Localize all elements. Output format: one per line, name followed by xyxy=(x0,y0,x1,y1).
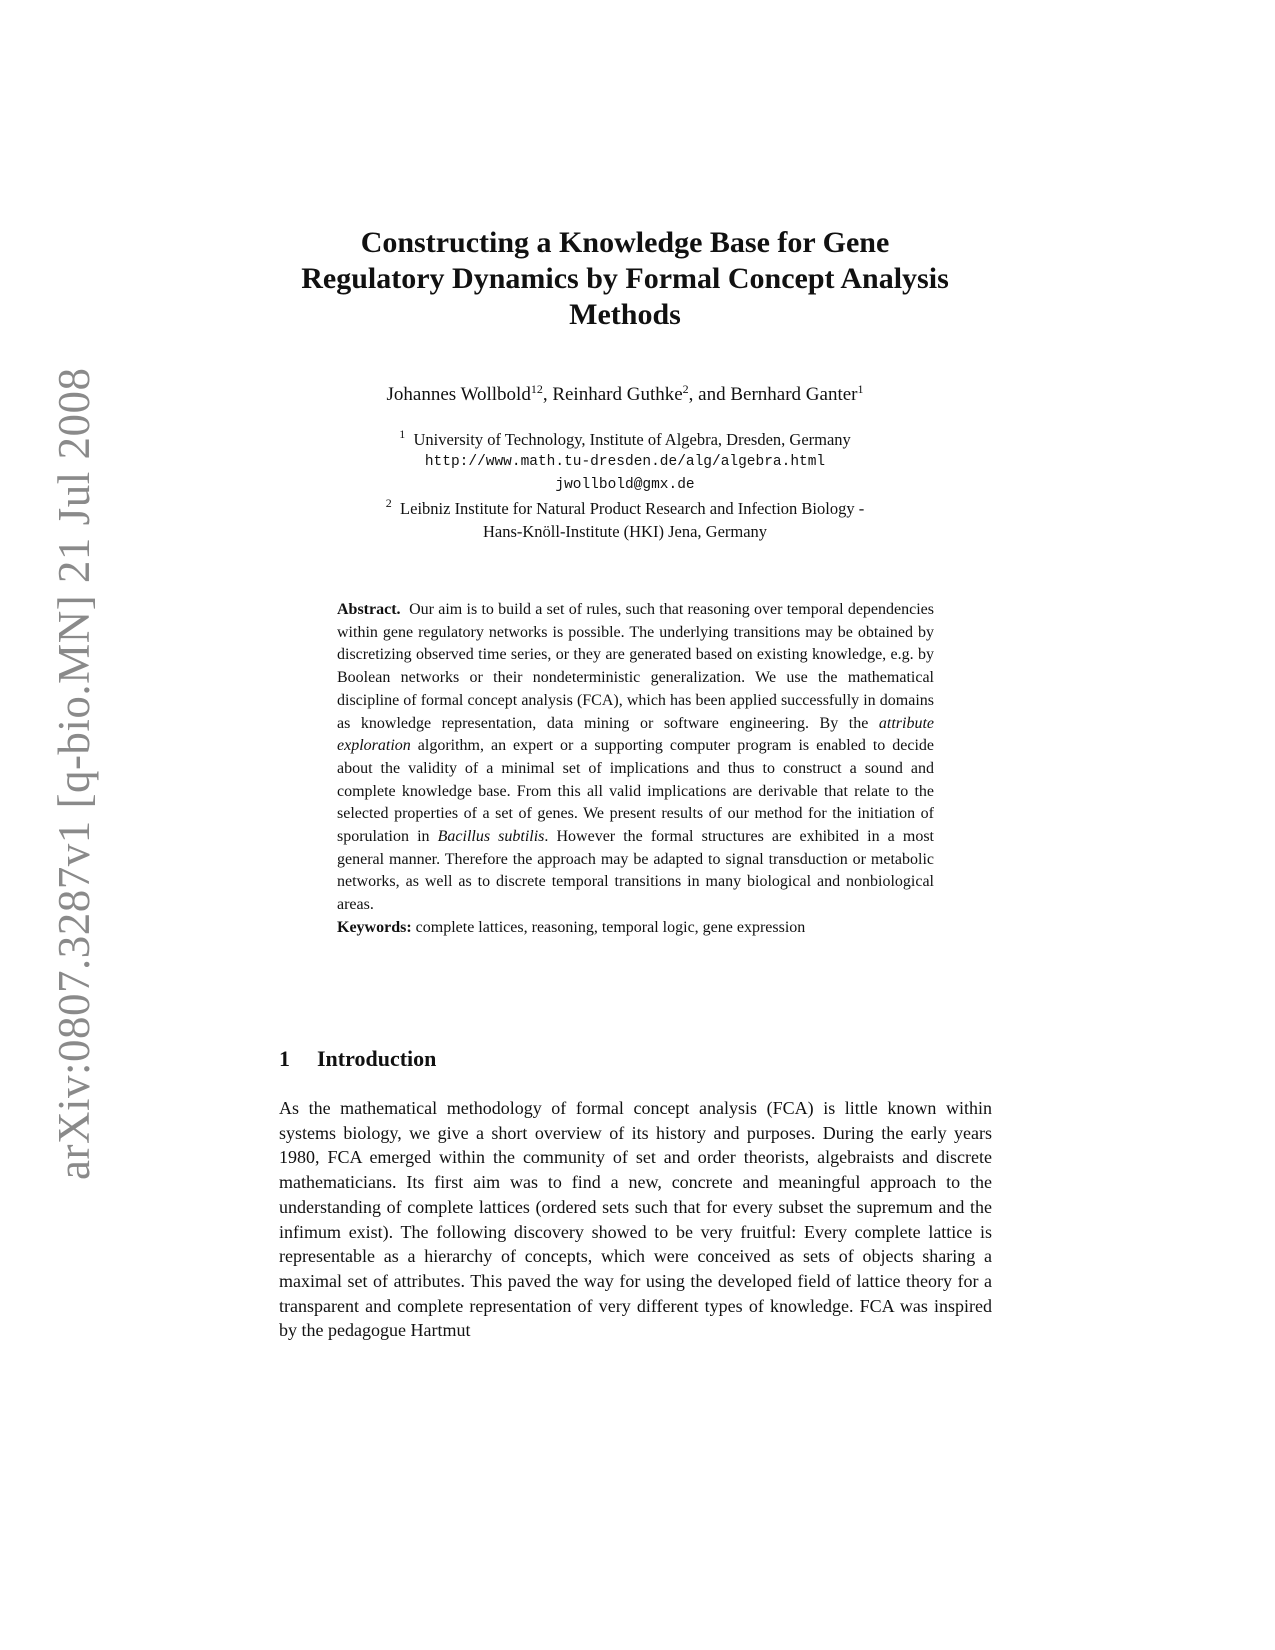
author-affiliation-mark: 1 xyxy=(857,382,864,396)
abstract-emphasis: attribute exploration xyxy=(337,714,935,755)
affiliation-text: Leibniz Institute for Natural Product Research and Infection Biology - xyxy=(400,499,865,518)
section-number: 1 xyxy=(279,1046,290,1071)
author-name: Johannes Wollbold xyxy=(386,384,531,405)
arxiv-identifier-stamp: arXiv:0807.3287v1 [q-bio.MN] 21 Jul 2008 xyxy=(49,367,99,1180)
keywords-text: complete lattices, reasoning, temporal logic, gene expression xyxy=(415,918,806,936)
affiliation-mark: 1 xyxy=(399,427,406,441)
introduction-paragraph: As the mathematical methodology of formal concept analysis (FCA) is little known within systems biology, we give a short overview of its history and purposes. During the early years 1980, FCA emerged within the community of set and order theorists, algebraists and discrete mathematicians. Its first aim was to find a new, concrete and meaningful approach to the understanding of complete lattices (ordered sets such that for every subset the supremum and the infimum exist). The following discovery showed to be very fruitful: Every complete lattice is representable as a hierarchy of concepts, which were conceived as sets of objects sharing a maximal set of attributes. This paved the way for using the developed field of lattice theory for a transparent and complete representation of very different types of knowledge. FCA was inspired by the pedagogue Hartmut xyxy=(279,1098,992,1341)
abstract-text: algorithm, an expert or a supporting computer program is enabled to decide about the validity of a minimal set of implications and thus to construct a sound and complete knowledge base. From this all valid implications are derivable that relate to the selected properties of a set of genes. We present results of our method for the initiation of sporulation in xyxy=(337,737,935,846)
affiliation-text-continued: Hans-Knöll-Institute (HKI) Jena, Germany xyxy=(482,522,768,541)
abstract xyxy=(337,599,934,940)
affiliation-url[interactable]: http://www.math.tu-dresden.de/alg/algebra.html xyxy=(424,454,826,470)
abstract-body xyxy=(337,599,934,917)
abstract-emphasis: Bacillus subtilis xyxy=(437,828,545,846)
paper-title: Constructing a Knowledge Base for Gene Regulatory Dynamics by Formal Concept Analysis Methods xyxy=(301,226,949,331)
affiliation-text: University of Technology, Institute of Algebra, Dresden, Germany xyxy=(413,430,851,449)
author-name: Bernhard Ganter xyxy=(730,384,858,405)
affiliations xyxy=(300,428,950,543)
affiliation-mark: 2 xyxy=(385,496,392,510)
keywords-label: Keywords: xyxy=(337,918,412,936)
author-affiliation-mark: 12 xyxy=(530,382,543,396)
abstract-text: Our aim is to build a set of rules, such that reasoning over temporal dependencies within gene regulatory networks is possible. The underlying transitions may be obtained by discretizing observed time series, or they are generated based on existing knowledge, e.g. by Boolean networks or their nondeterministic generalization. We use the mathematical discipline of formal concept analysis (FCA), which has been applied successfully in domains as knowledge representation, data mining or software engineering. By the xyxy=(337,601,935,732)
affiliation-2 xyxy=(300,497,950,520)
author-affiliation-mark: 2 xyxy=(682,382,689,396)
affiliation-1 xyxy=(300,428,950,451)
abstract-text: . However the formal structures are exhibited in a most general manner. Therefore the approach may be adapted to signal transduction or metabolic networks, as well as to discrete temporal transitions in many biological and nonbiological areas. xyxy=(337,828,934,914)
section-title: Introduction xyxy=(317,1046,437,1071)
abstract-label: Abstract. xyxy=(337,601,401,618)
keywords-line xyxy=(337,917,934,940)
author-name: Reinhard Guthke xyxy=(552,384,683,405)
section-heading xyxy=(279,1046,436,1072)
author-email[interactable]: jwollbold@gmx.de xyxy=(555,477,695,493)
author-list: Johannes Wollbold$^{12}$, Reinhard Guthke$^2$, and Bernhard Ganter$^1$ xyxy=(386,382,864,405)
